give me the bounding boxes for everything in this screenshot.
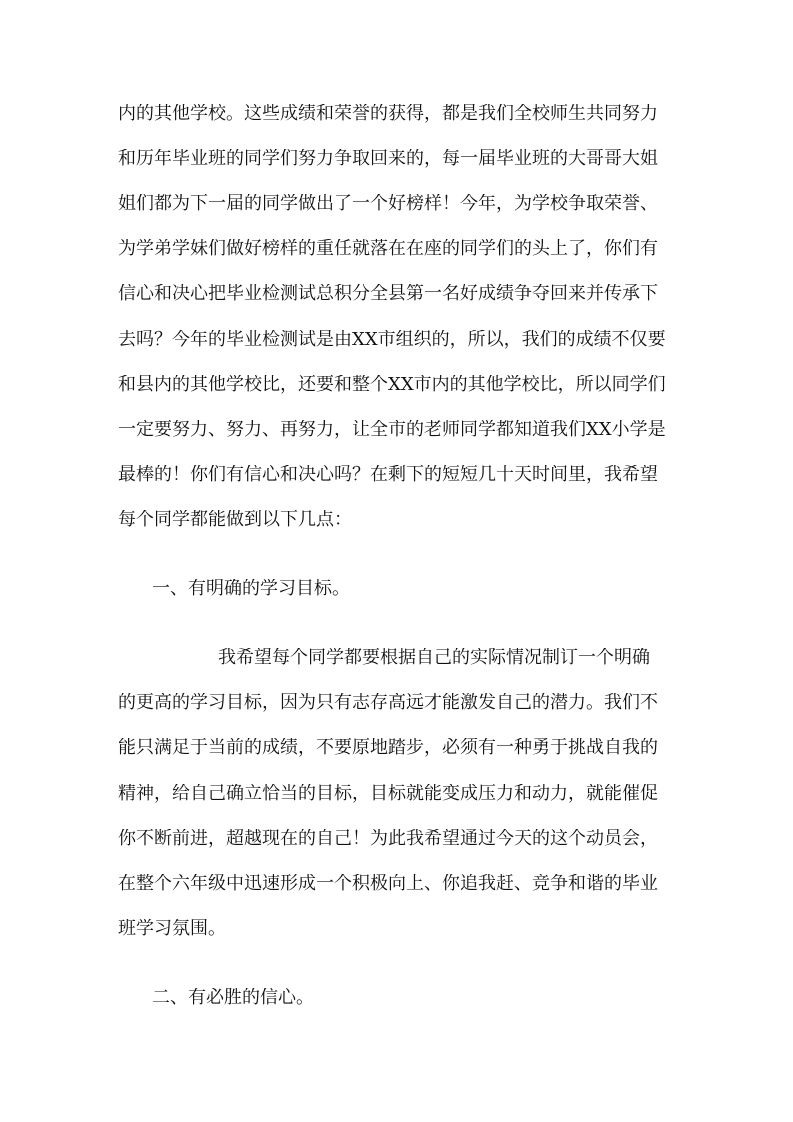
section-heading-2: 二、有必胜的信心。 <box>152 988 314 1008</box>
text-line: 的更高的学习目标，因为只有志存高远才能激发自己的潜力。我们不 <box>118 693 658 713</box>
text-line: 姐们都为下一届的同学做出了一个好榜样！今年，为学校争取荣誉、 <box>118 194 658 214</box>
text-line: 你不断前进，超越现在的自己！为此我希望通过今天的这个动员会， <box>118 829 658 849</box>
text-line: 和历年毕业班的同学们努力争取回来的，每一届毕业班的大哥哥大姐 <box>118 149 658 169</box>
paragraph-first-line: 我希望每个同学都要根据自己的实际情况制订一个明确 <box>218 648 650 668</box>
text-line: 内的其他学校。这些成绩和荣誉的获得，都是我们全校师生共同努力 <box>118 104 658 124</box>
section-heading-1: 一、有明确的学习目标。 <box>152 579 350 599</box>
text-line: 能只满足于当前的成绩，不要原地踏步，必须有一种勇于挑战自我的 <box>118 738 658 758</box>
text-line: 去吗？今年的毕业检测试是由XX市组织的，所以，我们的成绩不仅要 <box>118 330 666 350</box>
text-line: 信心和决心把毕业检测试总积分全县第一名好成绩争夺回来并传承下 <box>118 284 658 304</box>
text-line: 在整个六年级中迅速形成一个积极向上、你追我赶、竞争和谐的毕业 <box>118 874 658 894</box>
text-line: 精神，给自己确立恰当的目标，目标就能变成压力和动力，就能催促 <box>118 784 658 804</box>
text-line: 一定要努力、努力、再努力，让全市的老师同学都知道我们XX小学是 <box>118 420 666 440</box>
text-line: 最棒的！你们有信心和决心吗？在剩下的短短几十天时间里，我希望 <box>118 465 658 485</box>
text-line: 为学弟学妹们做好榜样的重任就落在在座的同学们的头上了，你们有 <box>118 239 658 259</box>
text-line: 和县内的其他学校比，还要和整个XX市内的其他学校比，所以同学们 <box>118 375 666 395</box>
text-line: 班学习氛围。 <box>118 919 226 939</box>
text-line: 每个同学都能做到以下几点： <box>118 510 352 530</box>
